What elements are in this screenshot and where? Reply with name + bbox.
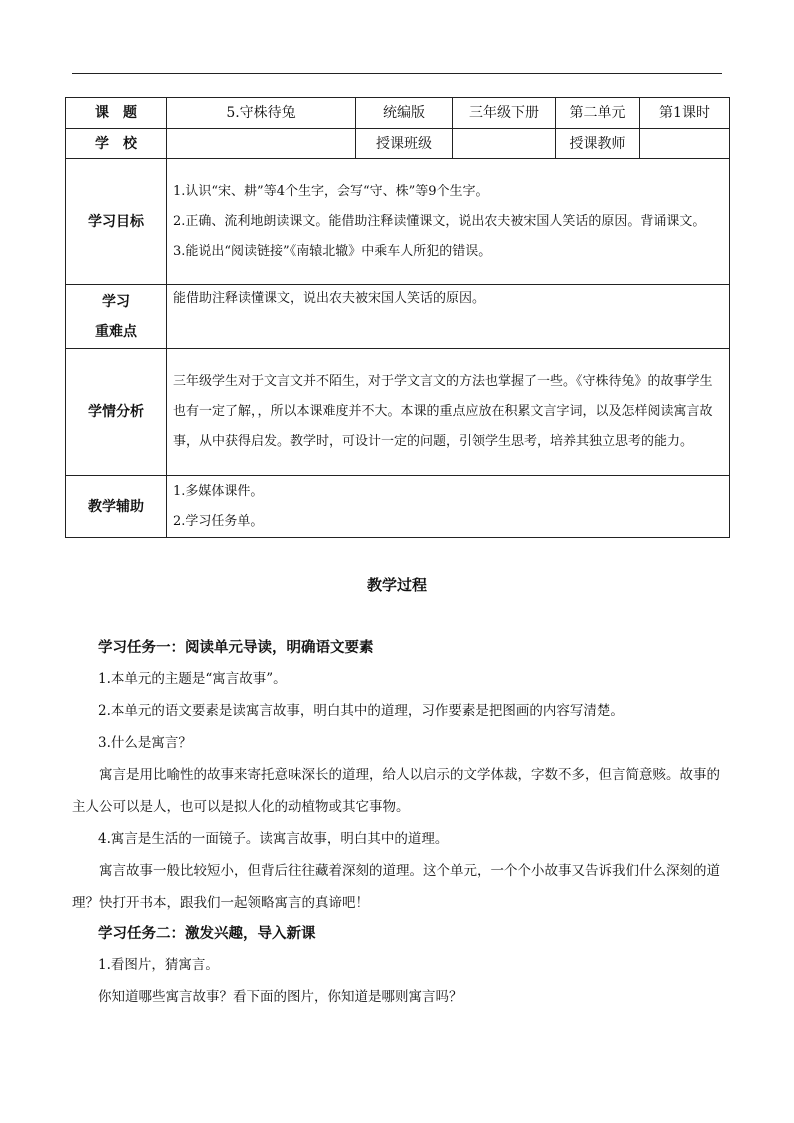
task1-paragraph: 寓言故事一般比较短小，但背后往往藏着深刻的道理。这个单元，一个个小故事又告诉我们什么深刻的道理？快打开书本，跟我们一起领略寓言的真谛吧！ [72, 863, 720, 911]
analysis-content: 三年级学生对于文言文并不陌生，对于学文言文的方法也掌握了一些。《守株待兔》的故事学生也有一定了解，，所以本课难度并不大。本课的重点应放在积累文言字词，以及怎样阅读寓言故事，从中获得启发。教学时，可设计一定的问题，引领学生思考，培养其独立思考的能力。 [167, 349, 730, 476]
header-rule [72, 73, 722, 74]
task1-heading: 学习任务一：阅读单元导读，明确语文要素 [98, 640, 374, 656]
table-row [66, 285, 730, 349]
school-value [167, 129, 356, 159]
lesson-info-table [65, 97, 730, 538]
aid-item: 2.学习任务单。 [173, 513, 264, 529]
process-body [72, 633, 724, 1013]
table-row [66, 159, 730, 285]
aids-label: 教学辅助 [66, 476, 167, 538]
table-row [66, 476, 730, 538]
difficulty-label-line1: 学习 [102, 293, 130, 310]
task1-paragraph: 寓言是用比喻性的故事来寄托意味深长的道理，给人以启示的文学体裁，字数不多，但言简意赅。故事的主人公可以是人，也可以是拟人化的动植物或其它事物。 [72, 767, 720, 815]
objective-item: 2.正确、流利地朗读课文。能借助注释读懂课文，说出农夫被宋国人笑话的原因。背诵课文。 [173, 213, 706, 229]
table-row [66, 129, 730, 159]
class-label: 授课班级 [356, 129, 453, 159]
unit-value: 第二单元 [556, 98, 640, 129]
table-row [66, 349, 730, 476]
objective-item: 1.认识“宋、耕”等4个生字，会写“守、株”等9个生字。 [173, 183, 489, 199]
analysis-label: 学情分析 [66, 349, 167, 476]
edition-value: 统编版 [356, 98, 453, 129]
objective-item: 3.能说出“阅读链接”《南辕北辙》中乘车人所犯的错误。 [173, 243, 492, 259]
aids-content [167, 476, 730, 538]
process-title: 教学过程 [366, 576, 427, 594]
difficulty-content: 能借助注释读懂课文，说出农夫被宋国人笑话的原因。 [167, 285, 730, 349]
task2-line: 你知道哪些寓言故事？看下面的图片，你知道是哪则寓言吗？ [98, 989, 463, 1005]
difficulty-label [66, 285, 167, 349]
task2-heading: 学习任务二：激发兴趣，导入新课 [98, 926, 316, 942]
aid-item: 1.多媒体课件。 [173, 483, 264, 499]
task1-line: 1.本单元的主题是“寓言故事”。 [98, 671, 287, 687]
task1-line: 3.什么是寓言？ [98, 735, 192, 751]
period-value: 第1课时 [640, 98, 730, 129]
grade-value: 三年级下册 [453, 98, 556, 129]
task2-line: 1.看图片，猜寓言。 [98, 957, 219, 973]
school-label: 学 校 [66, 129, 167, 159]
task1-line: 4.寓言是生活的一面镜子。读寓言故事，明白其中的道理。 [98, 831, 449, 847]
class-value [453, 129, 556, 159]
topic-label: 课 题 [66, 98, 167, 129]
task1-line: 2.本单元的语文要素是读寓言故事，明白其中的道理，习作要素是把图画的内容写清楚。 [98, 703, 624, 719]
difficulty-label-line2: 重难点 [95, 323, 137, 340]
objectives-label: 学习目标 [66, 159, 167, 285]
table-row [66, 98, 730, 129]
topic-value: 5.守株待兔 [167, 98, 356, 129]
objectives-content [167, 159, 730, 285]
teacher-value [640, 129, 730, 159]
teacher-label: 授课教师 [556, 129, 640, 159]
